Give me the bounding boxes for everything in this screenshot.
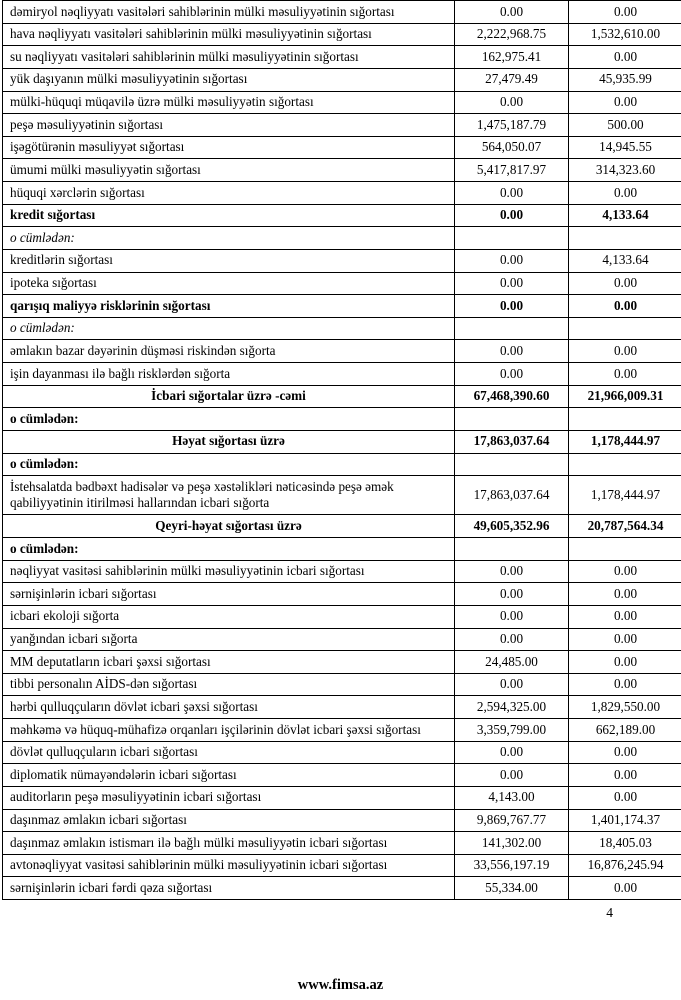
- table-row: [3, 651, 681, 674]
- insurance-type-label: hava nəqliyyatı vasitələri sahiblərinin mülki məsuliyyətinin sığortası: [3, 23, 455, 46]
- value-column-2-cell: 1,178,444.97: [569, 430, 681, 453]
- table-row: [3, 453, 681, 476]
- table-row: [3, 363, 681, 386]
- insurance-type-label: tibbi personalın AİDS-dən sığortası: [3, 673, 455, 696]
- value-column-1-cell: 5,417,817.97: [455, 159, 569, 182]
- value-column-2-cell: 0.00: [569, 1, 681, 24]
- value-column-1-cell: 17,863,037.64: [455, 476, 569, 515]
- site-footer-link[interactable]: www.fimsa.az: [297, 977, 384, 993]
- value-column-2-cell: 4,133.64: [569, 249, 681, 272]
- value-column-1-cell: 141,302.00: [455, 832, 569, 855]
- value-column-1-cell: 0.00: [455, 583, 569, 606]
- insurance-type-label: məhkəmə və hüquq-mühafizə orqanları işçilərinin dövlət icbari şəxsi sığortası: [3, 719, 455, 742]
- value-column-2-cell: 0.00: [569, 628, 681, 651]
- value-column-2-cell: 0.00: [569, 182, 681, 205]
- value-column-1-cell: 0.00: [455, 605, 569, 628]
- value-column-1-cell: 1,475,187.79: [455, 114, 569, 137]
- value-column-1-cell: 0.00: [455, 91, 569, 114]
- value-column-2-cell: 662,189.00: [569, 719, 681, 742]
- table-row: [3, 877, 681, 900]
- value-column-2-cell: 0.00: [569, 786, 681, 809]
- value-column-1-cell: 0.00: [455, 204, 569, 227]
- table-row: [3, 159, 681, 182]
- table-row: [3, 741, 681, 764]
- value-column-2-cell: 0.00: [569, 340, 681, 363]
- value-column-2-cell: 18,405.03: [569, 832, 681, 855]
- table-row: [3, 1, 681, 24]
- value-column-1-cell: 0.00: [455, 1, 569, 24]
- insurance-type-label: işəgötürənin məsuliyyət sığortası: [3, 136, 455, 159]
- value-column-1-cell: 33,556,197.19: [455, 854, 569, 877]
- value-column-2-cell: 16,876,245.94: [569, 854, 681, 877]
- value-column-1-cell: 9,869,767.77: [455, 809, 569, 832]
- table-row: [3, 46, 681, 69]
- table-row: [3, 764, 681, 787]
- value-column-1-cell: [455, 538, 569, 561]
- table-row: [3, 673, 681, 696]
- table-row: [3, 583, 681, 606]
- value-column-2-cell: 0.00: [569, 583, 681, 606]
- value-column-1-cell: [455, 453, 569, 476]
- insurance-type-label: o cümlədən:: [3, 538, 455, 561]
- value-column-1-cell: 4,143.00: [455, 786, 569, 809]
- table-row: [3, 249, 681, 272]
- value-column-1-cell: 0.00: [455, 272, 569, 295]
- insurance-type-label: auditorların peşə məsuliyyətinin icbari sığortası: [3, 786, 455, 809]
- insurance-type-label: icbari ekoloji sığorta: [3, 605, 455, 628]
- table-row: [3, 91, 681, 114]
- insurance-type-label: o cümlədən:: [3, 317, 455, 340]
- value-column-2-cell: 1,401,174.37: [569, 809, 681, 832]
- table-row: [3, 515, 681, 538]
- value-column-2-cell: 45,935.99: [569, 68, 681, 91]
- value-column-2-cell: 314,323.60: [569, 159, 681, 182]
- table-row: [3, 295, 681, 318]
- value-column-1-cell: 0.00: [455, 673, 569, 696]
- value-column-2-cell: 1,178,444.97: [569, 476, 681, 515]
- insurance-type-label: əmlakın bazar dəyərinin düşməsi riskindən sığorta: [3, 340, 455, 363]
- insurance-type-label: daşınmaz əmlakın istismarı ilə bağlı mülki məsuliyyətin icbari sığortası: [3, 832, 455, 855]
- insurance-type-label: su nəqliyyatı vasitələri sahiblərinin mülki məsuliyyətinin sığortası: [3, 46, 455, 69]
- insurance-type-label: sərnişinlərin icbari fərdi qəza sığortası: [3, 877, 455, 900]
- value-column-2-cell: 0.00: [569, 46, 681, 69]
- insurance-type-label: ümumi mülki məsuliyyətin sığortası: [3, 159, 455, 182]
- table-row: [3, 340, 681, 363]
- insurance-type-label: o cümlədən:: [3, 408, 455, 431]
- table-row: [3, 832, 681, 855]
- value-column-1-cell: 0.00: [455, 182, 569, 205]
- insurance-type-label: kreditlərin sığortası: [3, 249, 455, 272]
- insurance-type-label: peşə məsuliyyətinin sığortası: [3, 114, 455, 137]
- value-column-2-cell: 0.00: [569, 272, 681, 295]
- table-row: [3, 430, 681, 453]
- table-row: [3, 696, 681, 719]
- value-column-1-cell: 3,359,799.00: [455, 719, 569, 742]
- value-column-2-cell: 0.00: [569, 651, 681, 674]
- value-column-2-cell: 0.00: [569, 764, 681, 787]
- value-column-1-cell: 564,050.07: [455, 136, 569, 159]
- value-column-2-cell: [569, 538, 681, 561]
- value-column-2-cell: 0.00: [569, 741, 681, 764]
- value-column-2-cell: 0.00: [569, 363, 681, 386]
- table-row: [3, 408, 681, 431]
- value-column-1-cell: 0.00: [455, 340, 569, 363]
- value-column-1-cell: 0.00: [455, 249, 569, 272]
- table-row: [3, 719, 681, 742]
- table-row: [3, 538, 681, 561]
- value-column-1-cell: 0.00: [455, 560, 569, 583]
- value-column-1-cell: 0.00: [455, 764, 569, 787]
- value-column-1-cell: 17,863,037.64: [455, 430, 569, 453]
- value-column-2-cell: 0.00: [569, 560, 681, 583]
- insurance-type-label: dəmiryol nəqliyyatı vasitələri sahiblərinin mülki məsuliyyətinin sığortası: [3, 1, 455, 24]
- value-column-2-cell: 20,787,564.34: [569, 515, 681, 538]
- value-column-1-cell: [455, 227, 569, 250]
- table-row: [3, 227, 681, 250]
- value-column-1-cell: [455, 317, 569, 340]
- insurance-type-label: Həyat sığortası üzrə: [3, 430, 455, 453]
- table-row: [3, 560, 681, 583]
- value-column-1-cell: 0.00: [455, 295, 569, 318]
- table-row: [3, 809, 681, 832]
- value-column-2-cell: 0.00: [569, 673, 681, 696]
- value-column-1-cell: 49,605,352.96: [455, 515, 569, 538]
- value-column-2-cell: 14,945.55: [569, 136, 681, 159]
- insurance-type-label: İstehsalatda bədbəxt hadisələr və peşə xəstəlikləri nəticəsində peşə əmək qabiliyyətinin itirilməsi hallarından icbari sığorta: [3, 476, 455, 515]
- table-row: [3, 68, 681, 91]
- value-column-2-cell: [569, 408, 681, 431]
- insurance-type-label: işin dayanması ilə bağlı risklərdən sığorta: [3, 363, 455, 386]
- table-row: [3, 204, 681, 227]
- value-column-2-cell: 500.00: [569, 114, 681, 137]
- table-row: [3, 628, 681, 651]
- insurance-type-label: o cümlədən:: [3, 227, 455, 250]
- table-row: [3, 114, 681, 137]
- value-column-1-cell: 27,479.49: [455, 68, 569, 91]
- insurance-type-label: hərbi qulluqçuların dövlət icbari şəxsi sığortası: [3, 696, 455, 719]
- value-column-1-cell: [455, 408, 569, 431]
- insurance-type-label: MM deputatların icbari şəxsi sığortası: [3, 651, 455, 674]
- table-row: [3, 385, 681, 408]
- value-column-2-cell: [569, 227, 681, 250]
- value-column-1-cell: 0.00: [455, 628, 569, 651]
- insurance-type-label: avtonəqliyyat vasitəsi sahiblərinin mülki məsuliyyətinin icbari sığortası: [3, 854, 455, 877]
- table-row: [3, 786, 681, 809]
- table-row: [3, 136, 681, 159]
- insurance-type-label: kredit sığortası: [3, 204, 455, 227]
- value-column-2-cell: 0.00: [569, 877, 681, 900]
- insurance-type-label: mülki-hüquqi müqavilə üzrə mülki məsuliyyətin sığortası: [3, 91, 455, 114]
- value-column-1-cell: 24,485.00: [455, 651, 569, 674]
- insurance-type-label: nəqliyyat vasitəsi sahiblərinin mülki məsuliyyətinin icbari sığortası: [3, 560, 455, 583]
- insurance-type-label: hüquqi xərclərin sığortası: [3, 182, 455, 205]
- page-number: 4: [606, 905, 613, 920]
- table-row: [3, 23, 681, 46]
- insurance-type-label: o cümlədən:: [3, 453, 455, 476]
- value-column-1-cell: 0.00: [455, 741, 569, 764]
- value-column-2-cell: 4,133.64: [569, 204, 681, 227]
- insurance-type-label: daşınmaz əmlakın icbari sığortası: [3, 809, 455, 832]
- value-column-2-cell: [569, 317, 681, 340]
- value-column-2-cell: 21,966,009.31: [569, 385, 681, 408]
- value-column-2-cell: [569, 453, 681, 476]
- value-column-1-cell: 2,594,325.00: [455, 696, 569, 719]
- value-column-2-cell: 0.00: [569, 295, 681, 318]
- insurance-report-table: [2, 0, 681, 900]
- insurance-type-label: İcbari sığortalar üzrə -cəmi: [3, 385, 455, 408]
- value-column-2-cell: 1,829,550.00: [569, 696, 681, 719]
- table-row: [3, 605, 681, 628]
- table-row: [3, 272, 681, 295]
- insurance-type-label: dövlət qulluqçuların icbari sığortası: [3, 741, 455, 764]
- insurance-type-label: yanğından icbari sığorta: [3, 628, 455, 651]
- insurance-type-label: sərnişinlərin icbari sığortası: [3, 583, 455, 606]
- value-column-1-cell: 162,975.41: [455, 46, 569, 69]
- value-column-2-cell: 1,532,610.00: [569, 23, 681, 46]
- insurance-type-label: yük daşıyanın mülki məsuliyyətinin sığortası: [3, 68, 455, 91]
- table-row: [3, 182, 681, 205]
- table-row: [3, 476, 681, 515]
- insurance-type-label: qarışıq maliyyə risklərinin sığortası: [3, 295, 455, 318]
- value-column-2-cell: 0.00: [569, 605, 681, 628]
- value-column-1-cell: 67,468,390.60: [455, 385, 569, 408]
- insurance-type-label: ipoteka sığortası: [3, 272, 455, 295]
- value-column-1-cell: 55,334.00: [455, 877, 569, 900]
- table-row: [3, 317, 681, 340]
- table-row: [3, 854, 681, 877]
- insurance-type-label: diplomatik nümayəndələrin icbari sığortası: [3, 764, 455, 787]
- insurance-type-label: Qeyri-həyat sığortası üzrə: [3, 515, 455, 538]
- value-column-2-cell: 0.00: [569, 91, 681, 114]
- value-column-1-cell: 0.00: [455, 363, 569, 386]
- insurance-table-body: [3, 1, 681, 900]
- value-column-1-cell: 2,222,968.75: [455, 23, 569, 46]
